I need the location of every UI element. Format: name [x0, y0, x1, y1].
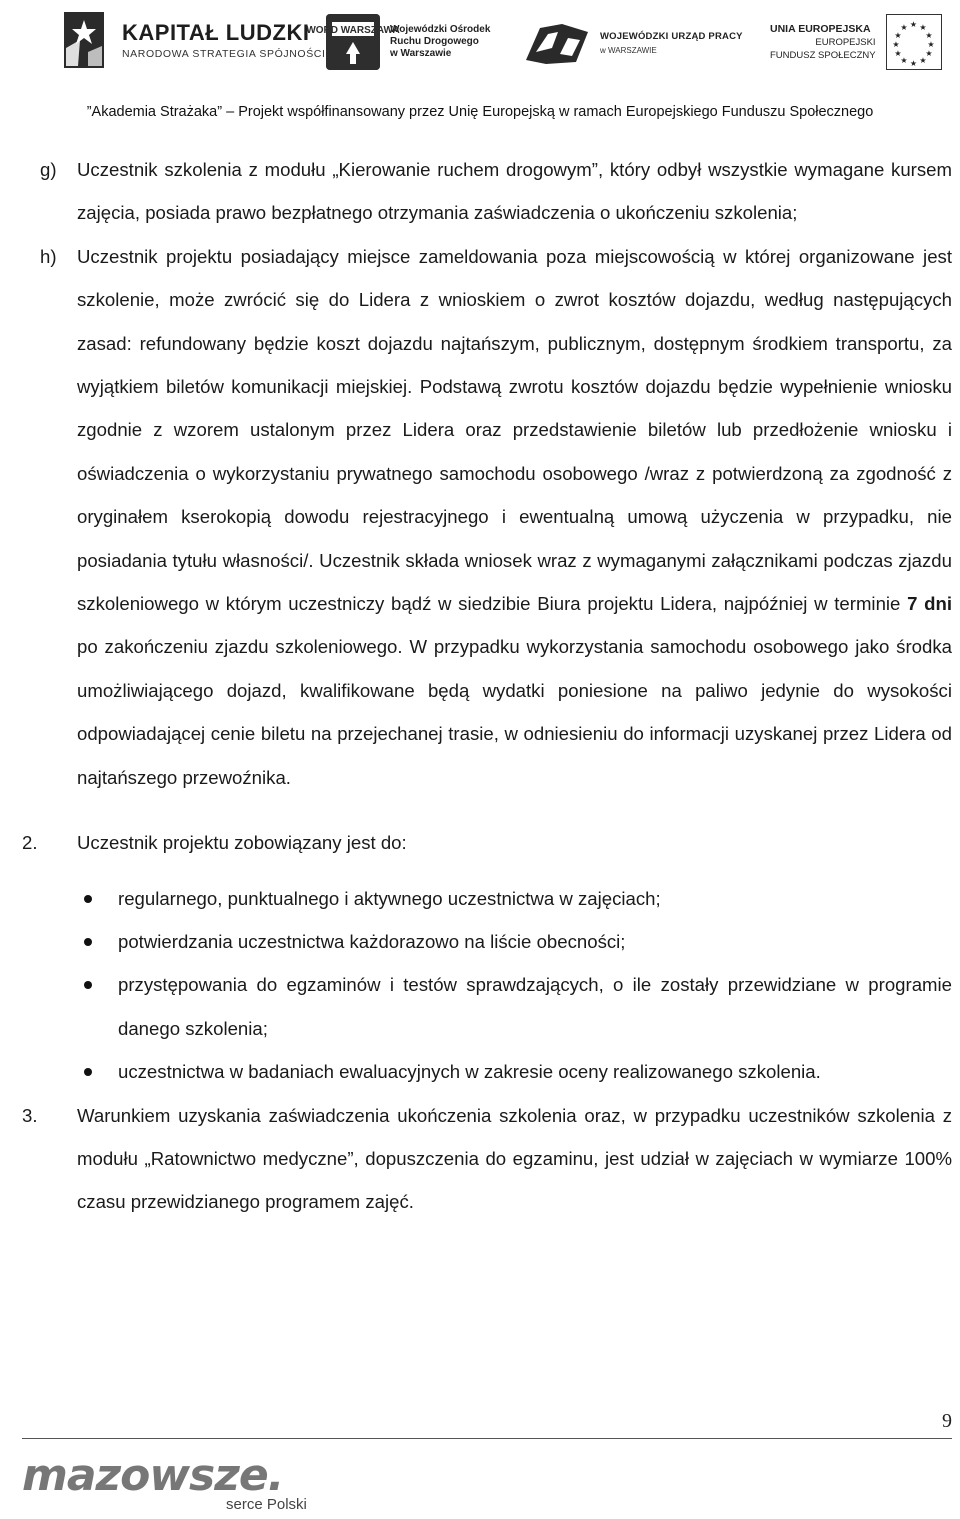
list-item — [0, 877, 960, 920]
bullet-icon — [84, 1068, 92, 1076]
wup-subtitle: w WARSZAWIE — [600, 46, 657, 55]
bullet-icon — [84, 981, 92, 989]
kapital-ludzki-emblem-icon — [58, 8, 110, 72]
list-item — [0, 920, 960, 963]
project-line: ”Akademia Strażaka” – Projekt współfinansowany przez Unię Europejską w ramach Europejskiego Funduszu Społecznego — [86, 104, 874, 120]
item-3 — [0, 1094, 960, 1224]
item-2 — [0, 821, 960, 864]
kapital-ludzki-logo — [58, 8, 326, 72]
list-item — [0, 963, 960, 1050]
item-3-marker: 3. — [22, 1104, 38, 1126]
svg-text:★: ★ — [899, 23, 908, 32]
list-item-text: przystępowania do egzaminów i testów sprawdzających, o ile zostały przewidziane w programie danego szkolenia; — [118, 974, 952, 1039]
svg-text:★: ★ — [924, 49, 933, 58]
mazowsze-logo — [22, 1452, 307, 1513]
eu-line-2: EUROPEJSKI — [815, 36, 876, 48]
svg-text:★: ★ — [909, 20, 917, 29]
kapital-ludzki-title: KAPITAŁ LUDZKI — [122, 19, 310, 45]
svg-text:★: ★ — [891, 40, 900, 49]
list-item — [0, 1050, 960, 1093]
item-h-deadline: 7 dni — [907, 593, 952, 615]
header-logo-bar — [0, 0, 960, 100]
mazowsze-tagline: serce Polski — [226, 1496, 307, 1513]
svg-text:★: ★ — [893, 49, 902, 58]
word-emblem-icon — [306, 14, 400, 70]
item-2-bullet-list — [0, 877, 960, 1094]
item-g-marker: g) — [40, 159, 57, 180]
mazowsze-wordmark: mazowsze. — [22, 1450, 284, 1501]
list-item-text: regularnego, punktualnego i aktywnego uczestnictwa w zajęciach; — [118, 887, 661, 909]
eu-flag-icon — [886, 14, 942, 70]
svg-text:★: ★ — [924, 31, 933, 40]
item-g — [0, 148, 960, 235]
svg-text:★: ★ — [909, 59, 917, 68]
svg-text:★: ★ — [893, 31, 902, 40]
item-3-text: Warunkiem uzyskania zaświadczenia ukończenia szkolenia oraz, w przypadku uczestników szkolenia z modułu „Ratownictwo medyczne”, dopuszczenia do egzaminu, jest udział w zajęciach w wymiarze 100% czasu przewidzianego programem zajęć. — [77, 1104, 952, 1213]
item-h-text-before: Uczestnik projektu posiadający miejsce zameldowania poza miejscowością w której organizowane jest szkolenie, może zwrócić się do Lidera z wnioskiem o zwrot kosztów dojazdu, według następujących zasad: refundowany będzie koszt dojazdu najtańszym, publicznym, dostępnym środkiem transportu, za wyjątkiem biletów komunikacji miejskiej. Podstawą zwrotu kosztów dojazdu będzie wypełnienie wniosku zgodnie z wzorem ustalonym przez Lidera oraz przedstawienie biletów lub przedłożenie wniosku i oświadczenia o wykorzystaniu prywatnego samochodu osobowego /wraz z potwierdzoną za zgodność z oryginałem kserokopią dowodu rejestracyjnego i ewentualną umową użyczenia w przypadku, nie posiadania tytułu własności/. Uczestnik składa wniosek wraz z wymaganymi załącznikami podczas zjazdu szkoleniowego w którym uczestniczy bądź w siedzibie Biura projektu Lidera, najpóźniej w terminie — [77, 245, 952, 615]
wup-logo — [522, 18, 743, 68]
item-2-text: Uczestnik projektu zobowiązany jest do: — [77, 832, 407, 854]
item-h-text-after: po zakończeniu zjazdu szkoleniowego. W przypadku wykorzystania samochodu osobowego jako środka umożliwiającego dojazd, kwalifikowane będą wydatki poniesione na paliwo jedynie do wysokości odpowiadającej cenie biletu na przejechanej trasie, w odniesieniu do informacji uzyskanej przez Lidera od najtańszego przewoźnika. — [77, 636, 952, 788]
kapital-ludzki-subtitle: NARODOWA STRATEGIA SPÓJNOŚCI — [122, 47, 326, 60]
word-logo — [306, 14, 491, 70]
word-line-3: w Warszawie — [390, 48, 452, 59]
page-number: 9 — [942, 1410, 952, 1432]
bullet-icon — [84, 938, 92, 946]
list-item-text: uczestnictwa w badaniach ewaluacyjnych w zakresie oceny realizowanego szkolenia. — [118, 1061, 821, 1083]
item-2-marker: 2. — [22, 832, 38, 854]
word-line-2: Ruchu Drogowego — [390, 36, 479, 47]
word-line-1: Wojewódzki Ośrodek — [390, 24, 491, 35]
item-h-marker: h) — [40, 245, 57, 267]
svg-text:★: ★ — [899, 56, 908, 65]
wup-title: WOJEWÓDZKI URZĄD PRACY — [600, 31, 743, 42]
word-mark-text: WORD WARSZAWA — [306, 25, 400, 36]
wup-emblem-icon — [522, 18, 592, 68]
svg-text:★: ★ — [926, 40, 935, 49]
footer-divider — [22, 1438, 952, 1439]
eu-line-1: UNIA EUROPEJSKA — [770, 22, 871, 35]
eu-logo — [770, 14, 942, 70]
item-h — [0, 235, 960, 799]
bullet-icon — [84, 895, 92, 903]
list-item-text: potwierdzania uczestnictwa każdorazowo na liście obecności; — [118, 930, 626, 952]
document-body — [0, 148, 960, 1224]
item-g-text: Uczestnik szkolenia z modułu „Kierowanie ruchem drogowym”, który odbył wszystkie wymagane kursem zajęcia, posiada prawo bezpłatnego otrzymania zaświadczenia o ukończeniu szkolenia; — [77, 159, 952, 224]
eu-line-3: FUNDUSZ SPOŁECZNY — [770, 49, 876, 61]
svg-text:★: ★ — [918, 56, 927, 65]
svg-text:★: ★ — [918, 23, 927, 32]
